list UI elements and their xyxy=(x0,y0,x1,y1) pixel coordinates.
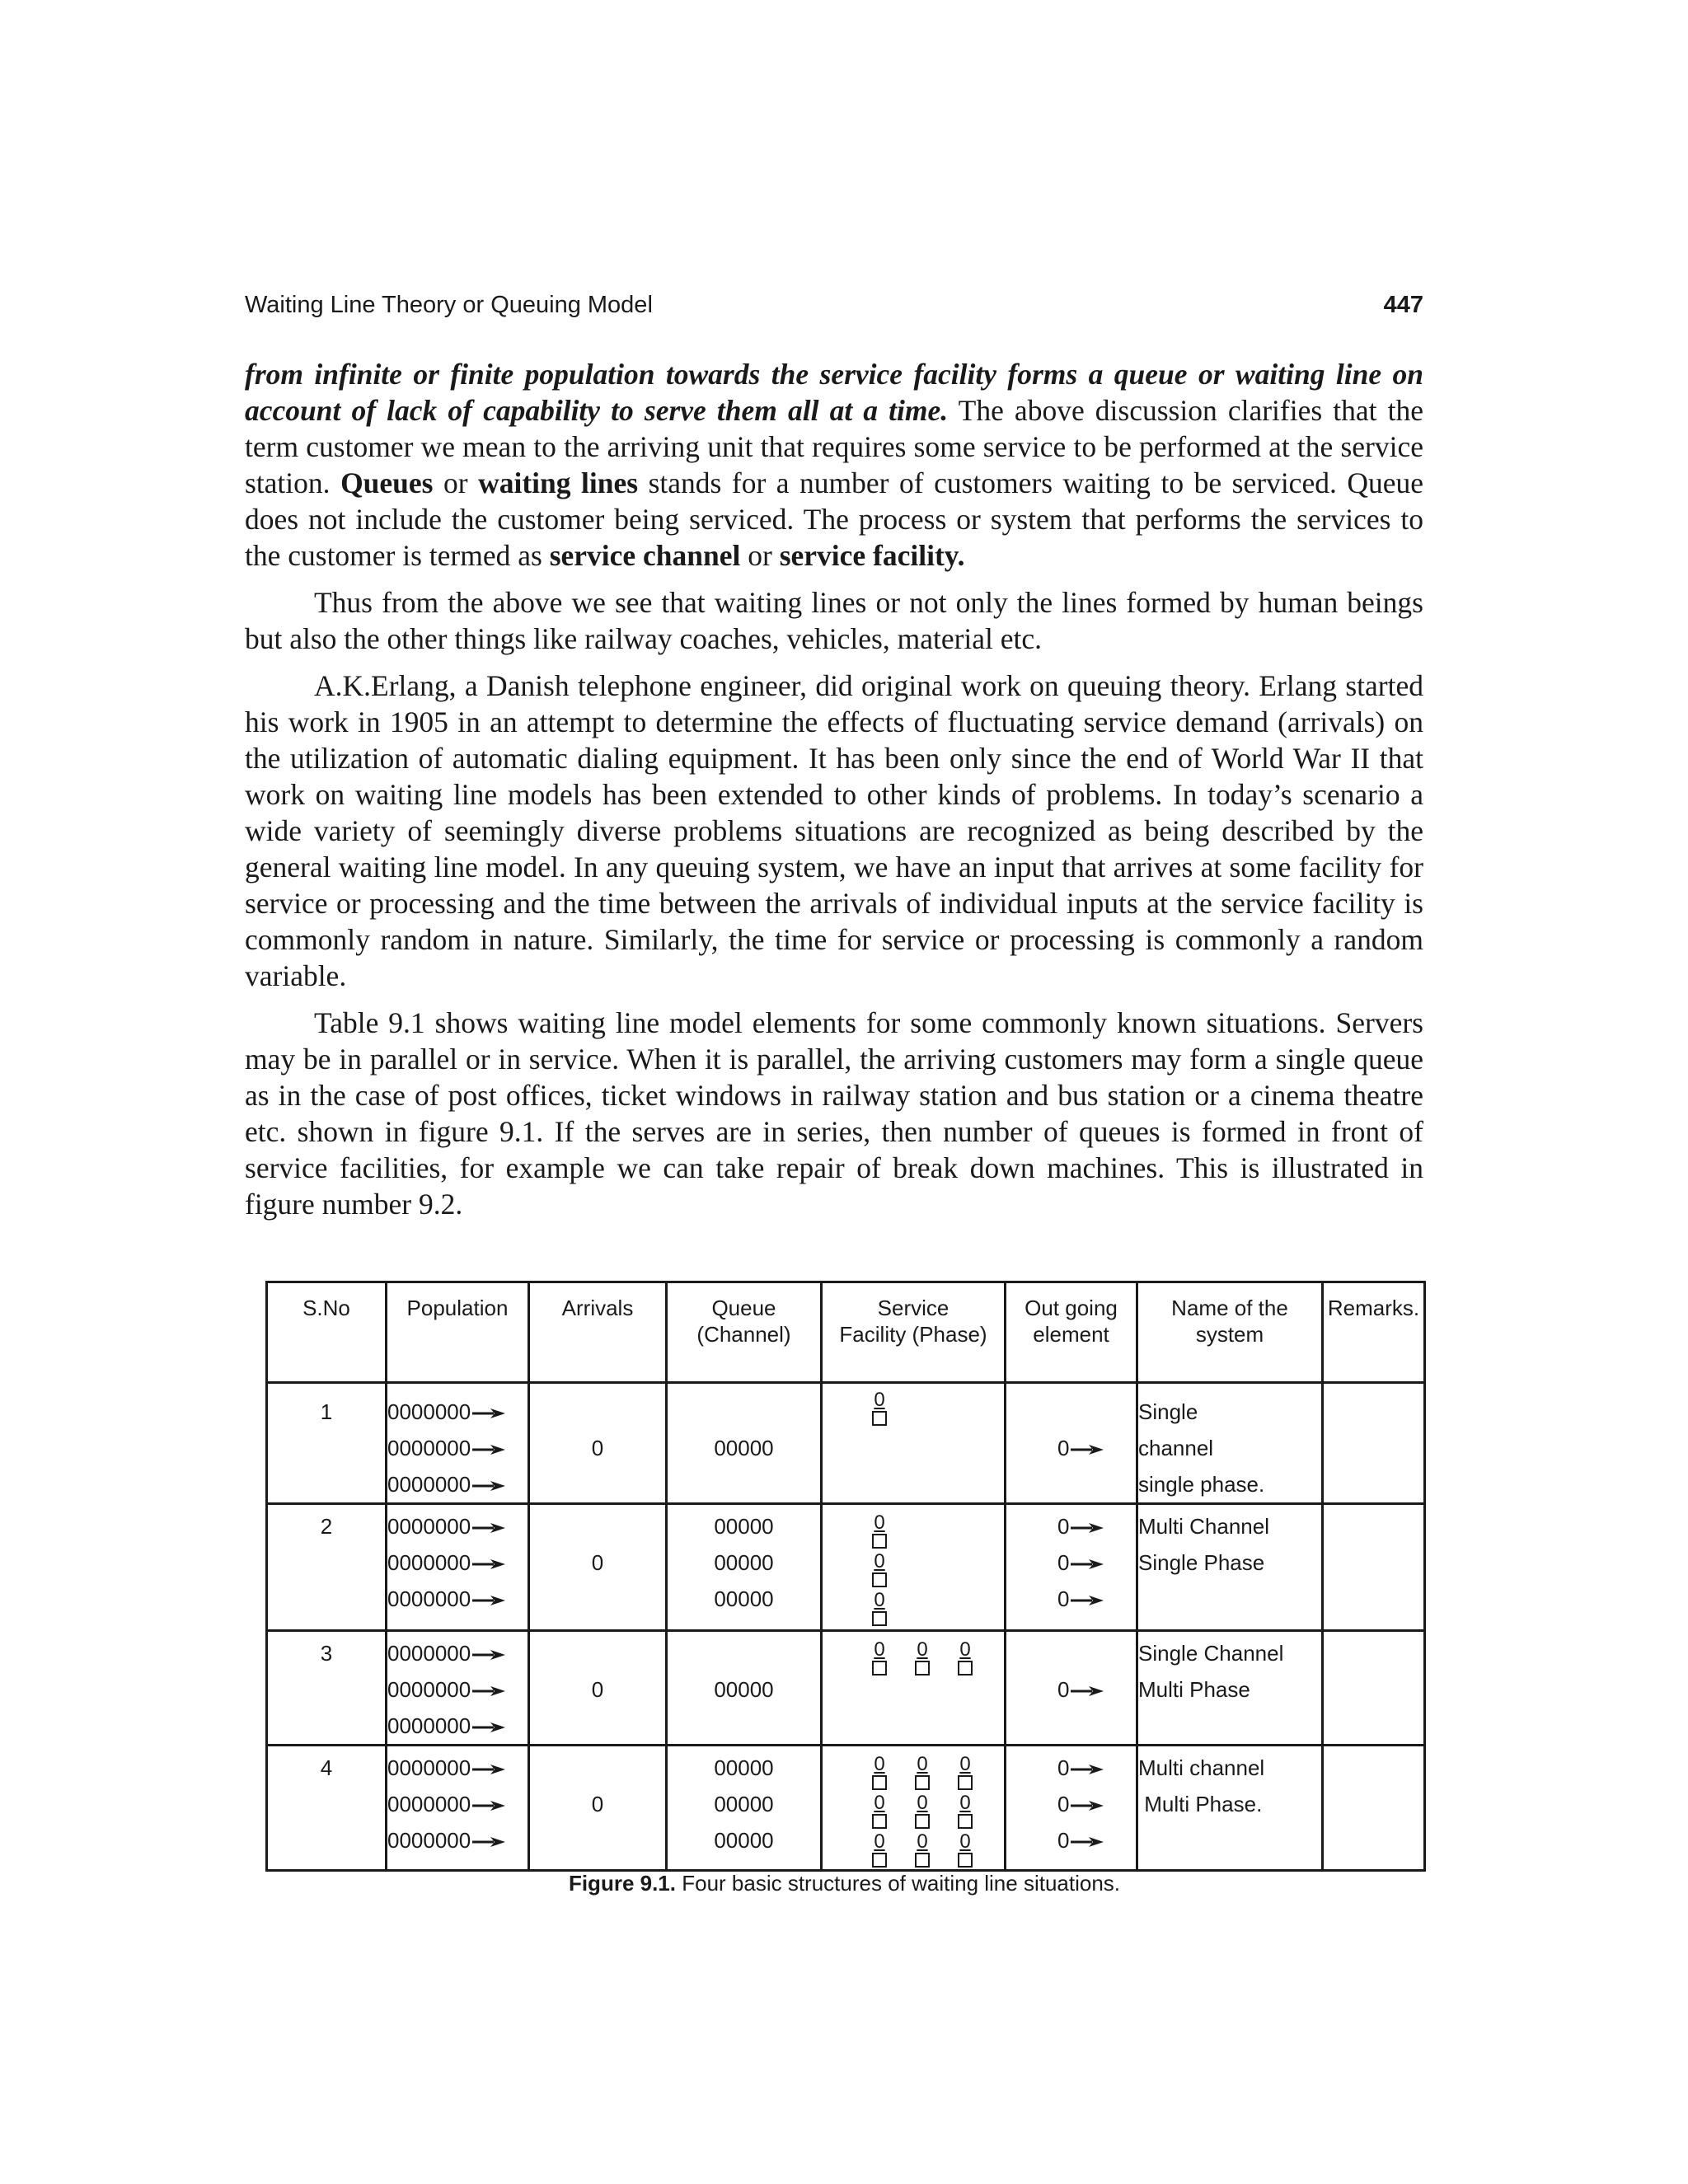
outgoing-line xyxy=(1057,1822,1136,1858)
population-line xyxy=(387,1822,528,1858)
sno-text: 4 xyxy=(320,1755,333,1780)
server-icon xyxy=(870,1552,889,1587)
arrow-icon xyxy=(472,1522,505,1534)
outgoing-text: 0 xyxy=(1057,1514,1070,1539)
arrow-icon xyxy=(472,1722,505,1733)
server-icon xyxy=(870,1755,889,1790)
header-queue xyxy=(667,1282,822,1383)
term-queues: Queues xyxy=(340,466,434,499)
term-service-channel: service channel xyxy=(549,539,741,572)
queue-text: 00000 xyxy=(714,1514,774,1539)
server-text: 0 xyxy=(917,1792,928,1814)
server-text: 0 xyxy=(959,1753,971,1775)
arrival-text: 0 xyxy=(591,1792,604,1816)
header-remarks: Remarks. xyxy=(1323,1282,1425,1383)
system-name-text: Single xyxy=(1138,1399,1198,1424)
arrival-text: 0 xyxy=(591,1550,604,1575)
server-text: 0 xyxy=(959,1638,971,1661)
arrow-icon xyxy=(472,1800,505,1811)
paragraph-text: The above discussion clarifies that the term customer we mean to the arriving unit that requires some service to be performed at the service station. xyxy=(245,394,1424,499)
paragraph-text: or xyxy=(740,539,780,572)
emphasis-text: from infinite or finite population towards the service facility forms a queue or waiting line on account of lack of capability to serve them all at a time. xyxy=(245,358,1423,427)
cell-system-name xyxy=(1137,1631,1323,1746)
cell-arrivals xyxy=(529,1504,667,1631)
server-icon xyxy=(956,1832,974,1868)
arrow-icon xyxy=(472,1444,505,1455)
server-text: 0 xyxy=(874,1753,885,1775)
population-line xyxy=(387,1786,528,1822)
cell-arrivals xyxy=(529,1631,667,1746)
arrow-icon xyxy=(472,1558,505,1570)
population-text: 0000000 xyxy=(387,1828,471,1853)
arrow-icon xyxy=(1071,1685,1104,1697)
queue-text: 00000 xyxy=(714,1436,774,1460)
cell-remarks xyxy=(1323,1504,1425,1631)
server-icon xyxy=(913,1793,931,1829)
server-icon xyxy=(870,1640,889,1675)
system-name-text: Multi Channel xyxy=(1138,1514,1269,1539)
header-outgoing xyxy=(1006,1282,1137,1383)
population-text: 0000000 xyxy=(387,1641,471,1666)
arrow-icon xyxy=(1071,1836,1104,1848)
arrow-icon xyxy=(1071,1595,1104,1606)
system-name-text: channel xyxy=(1138,1436,1214,1460)
population-line xyxy=(387,1635,528,1671)
cell-population xyxy=(387,1504,529,1631)
server-icon xyxy=(956,1793,974,1829)
body-text xyxy=(245,356,1423,1233)
cell-outgoing xyxy=(1006,1631,1137,1746)
header-service xyxy=(822,1282,1006,1383)
term-service-facility: service facility. xyxy=(779,539,965,572)
server-text: 0 xyxy=(874,1389,885,1411)
population-text: 0000000 xyxy=(387,1755,471,1780)
cell-system-name xyxy=(1137,1504,1323,1631)
arrow-icon xyxy=(1071,1522,1104,1534)
population-line xyxy=(387,1544,528,1581)
cell-service xyxy=(822,1504,1006,1631)
server-text: 0 xyxy=(959,1830,971,1853)
population-text: 0000000 xyxy=(387,1713,471,1738)
server-icon xyxy=(870,1832,889,1868)
caption-text: Four basic structures of waiting line situations. xyxy=(676,1871,1121,1896)
server-text: 0 xyxy=(874,1589,885,1611)
server-icon xyxy=(870,1390,889,1426)
paragraph-text: stands for a number of customers waiting to be serviced. Queue does not include the customer being serviced. The process or system that performs the services to the customer is termed as xyxy=(245,466,1423,572)
cell-queue xyxy=(667,1383,822,1504)
arrival-text: 0 xyxy=(591,1436,604,1460)
cell-system-name xyxy=(1137,1383,1323,1504)
caption-label: Figure 9.1. xyxy=(568,1871,676,1896)
population-line xyxy=(387,1671,528,1708)
cell-arrivals xyxy=(529,1383,667,1504)
cell-sno xyxy=(267,1746,387,1871)
server-icon xyxy=(870,1591,889,1626)
server-icon xyxy=(913,1832,931,1868)
header-text: Name of the xyxy=(1171,1296,1288,1320)
cell-sno xyxy=(267,1631,387,1746)
system-name-text: Multi channel xyxy=(1138,1755,1265,1780)
cell-sno xyxy=(267,1383,387,1504)
system-name-text: single phase. xyxy=(1138,1472,1265,1497)
paragraph-text: or xyxy=(433,466,479,499)
population-text: 0000000 xyxy=(387,1436,471,1460)
server-icon xyxy=(870,1793,889,1829)
outgoing-text: 0 xyxy=(1057,1436,1070,1460)
paragraph-2: Thus from the above we see that waiting lines or not only the lines formed by human beings but also the other things like railway coaches, vehicles, material etc. xyxy=(245,586,1423,655)
system-name-text: Multi Phase xyxy=(1138,1677,1250,1702)
cell-population xyxy=(387,1631,529,1746)
cell-outgoing xyxy=(1006,1504,1137,1631)
system-name-text: Multi Phase. xyxy=(1138,1792,1263,1816)
server-icon xyxy=(913,1640,931,1675)
outgoing-line xyxy=(1057,1581,1136,1617)
population-line xyxy=(387,1430,528,1466)
arrow-icon xyxy=(1071,1764,1104,1775)
arrow-icon xyxy=(1071,1800,1104,1811)
population-text: 0000000 xyxy=(387,1792,471,1816)
arrow-icon xyxy=(472,1685,505,1697)
population-line xyxy=(387,1394,528,1430)
header-name xyxy=(1137,1282,1323,1383)
outgoing-line xyxy=(1057,1671,1136,1708)
cell-outgoing xyxy=(1006,1746,1137,1871)
table-row xyxy=(267,1631,1425,1746)
arrow-icon xyxy=(472,1836,505,1848)
outgoing-text: 0 xyxy=(1057,1586,1070,1611)
server-text: 0 xyxy=(874,1638,885,1661)
outgoing-text: 0 xyxy=(1057,1677,1070,1702)
queue-text: 00000 xyxy=(714,1755,774,1780)
paragraph-3: A.K.Erlang, a Danish telephone engineer, did original work on queuing theory. Erlang started his work in 1905 in an attempt to determine the effects of fluctuating service demand (arrivals) on the utilization of automatic dialing equipment. It has been only since the end of World War II that work on waiting line models has been extended to other kinds of problems. In today’s scenario a wide variety of seemingly diverse problems situations are recognized as being described by the general waiting line model. In any queuing system, we have an input that arrives at some facility for service or processing and the time between the arrivals of individual inputs at the service facility is commonly random in nature. Similarly, the time for service or processing is commonly a random variable. xyxy=(245,669,1423,992)
queue-text: 00000 xyxy=(714,1677,774,1702)
server-icon xyxy=(956,1755,974,1790)
outgoing-text: 0 xyxy=(1057,1755,1070,1780)
paragraph-4: Table 9.1 shows waiting line model elements for some commonly known situations. Servers may be in parallel or in service. When it is parallel, the arriving customers may form a single queue as in the case of post offices, ticket windows in railway station and bus station or a cinema theatre etc. shown in figure 9.1. If the serves are in series, then number of queues is formed in front of service facilities, for example we can take repair of break down machines. This is illustrated in figure number 9.2. xyxy=(245,1006,1423,1221)
header-text: (Channel) xyxy=(696,1322,791,1347)
population-text: 0000000 xyxy=(387,1550,471,1575)
header-text: system xyxy=(1195,1322,1264,1347)
header-text: Facility (Phase) xyxy=(839,1322,987,1347)
server-icon xyxy=(913,1755,931,1790)
header-text: Queue xyxy=(711,1296,776,1320)
system-name-text: Single Channel xyxy=(1138,1641,1284,1666)
queue-text: 00000 xyxy=(714,1828,774,1853)
arrow-icon xyxy=(472,1649,505,1661)
term-waiting-lines: waiting lines xyxy=(478,466,639,499)
header-arrivals: Arrivals xyxy=(529,1282,667,1383)
arrow-icon xyxy=(1071,1444,1104,1455)
paragraph-1 xyxy=(245,356,1423,574)
cell-remarks xyxy=(1323,1631,1425,1746)
table-row xyxy=(267,1504,1425,1631)
queue-structures-table xyxy=(265,1281,1426,1872)
server-icon xyxy=(956,1640,974,1675)
outgoing-line xyxy=(1057,1544,1136,1581)
server-text: 0 xyxy=(917,1830,928,1853)
arrow-icon xyxy=(472,1408,505,1419)
population-text: 0000000 xyxy=(387,1472,471,1497)
header-text: element xyxy=(1033,1322,1109,1347)
cell-service xyxy=(822,1383,1006,1504)
sno-text: 1 xyxy=(320,1399,333,1424)
outgoing-line xyxy=(1057,1750,1136,1786)
population-line xyxy=(387,1581,528,1617)
sno-text: 2 xyxy=(320,1514,333,1539)
cell-population xyxy=(387,1383,529,1504)
server-text: 0 xyxy=(917,1638,928,1661)
figure-caption xyxy=(265,1871,1423,1896)
cell-population xyxy=(387,1746,529,1871)
sno-text: 3 xyxy=(320,1641,333,1666)
arrow-icon xyxy=(1071,1558,1104,1570)
server-text: 0 xyxy=(959,1792,971,1814)
outgoing-text: 0 xyxy=(1057,1792,1070,1816)
header-text: Out going xyxy=(1025,1296,1118,1320)
cell-system-name xyxy=(1137,1746,1323,1871)
population-text: 0000000 xyxy=(387,1586,471,1611)
cell-outgoing xyxy=(1006,1383,1137,1504)
arrow-icon xyxy=(472,1764,505,1775)
arrow-icon xyxy=(472,1480,505,1492)
server-text: 0 xyxy=(874,1550,885,1572)
server-text: 0 xyxy=(874,1792,885,1814)
population-text: 0000000 xyxy=(387,1514,471,1539)
cell-queue xyxy=(667,1746,822,1871)
arrival-text: 0 xyxy=(591,1677,604,1702)
outgoing-line xyxy=(1057,1786,1136,1822)
cell-remarks xyxy=(1323,1383,1425,1504)
cell-remarks xyxy=(1323,1746,1425,1871)
server-text: 0 xyxy=(917,1753,928,1775)
cell-service xyxy=(822,1631,1006,1746)
server-icon xyxy=(870,1513,889,1549)
cell-service xyxy=(822,1746,1006,1871)
cell-arrivals xyxy=(529,1746,667,1871)
population-line xyxy=(387,1466,528,1502)
cell-queue xyxy=(667,1631,822,1746)
population-line xyxy=(387,1750,528,1786)
queue-text: 00000 xyxy=(714,1792,774,1816)
table-header-row xyxy=(267,1282,1425,1383)
header-text: Service xyxy=(877,1296,950,1320)
header-sno: S.No xyxy=(267,1282,387,1383)
queue-text: 00000 xyxy=(714,1550,774,1575)
cell-sno xyxy=(267,1504,387,1631)
system-name-text: Single Phase xyxy=(1138,1550,1265,1575)
outgoing-text: 0 xyxy=(1057,1550,1070,1575)
population-text: 0000000 xyxy=(387,1677,471,1702)
outgoing-line xyxy=(1057,1430,1136,1466)
cell-queue xyxy=(667,1504,822,1631)
running-head-title: Waiting Line Theory or Queuing Model xyxy=(245,292,653,318)
table-row xyxy=(267,1383,1425,1504)
header-population: Population xyxy=(387,1282,529,1383)
population-text: 0000000 xyxy=(387,1399,471,1424)
population-line xyxy=(387,1708,528,1744)
queue-text: 00000 xyxy=(714,1586,774,1611)
arrow-icon xyxy=(472,1595,505,1606)
server-text: 0 xyxy=(874,1830,885,1853)
outgoing-text: 0 xyxy=(1057,1828,1070,1853)
population-line xyxy=(387,1508,528,1544)
server-text: 0 xyxy=(874,1511,885,1534)
table-row xyxy=(267,1746,1425,1871)
page-number: 447 xyxy=(1383,292,1423,318)
outgoing-line xyxy=(1057,1508,1136,1544)
